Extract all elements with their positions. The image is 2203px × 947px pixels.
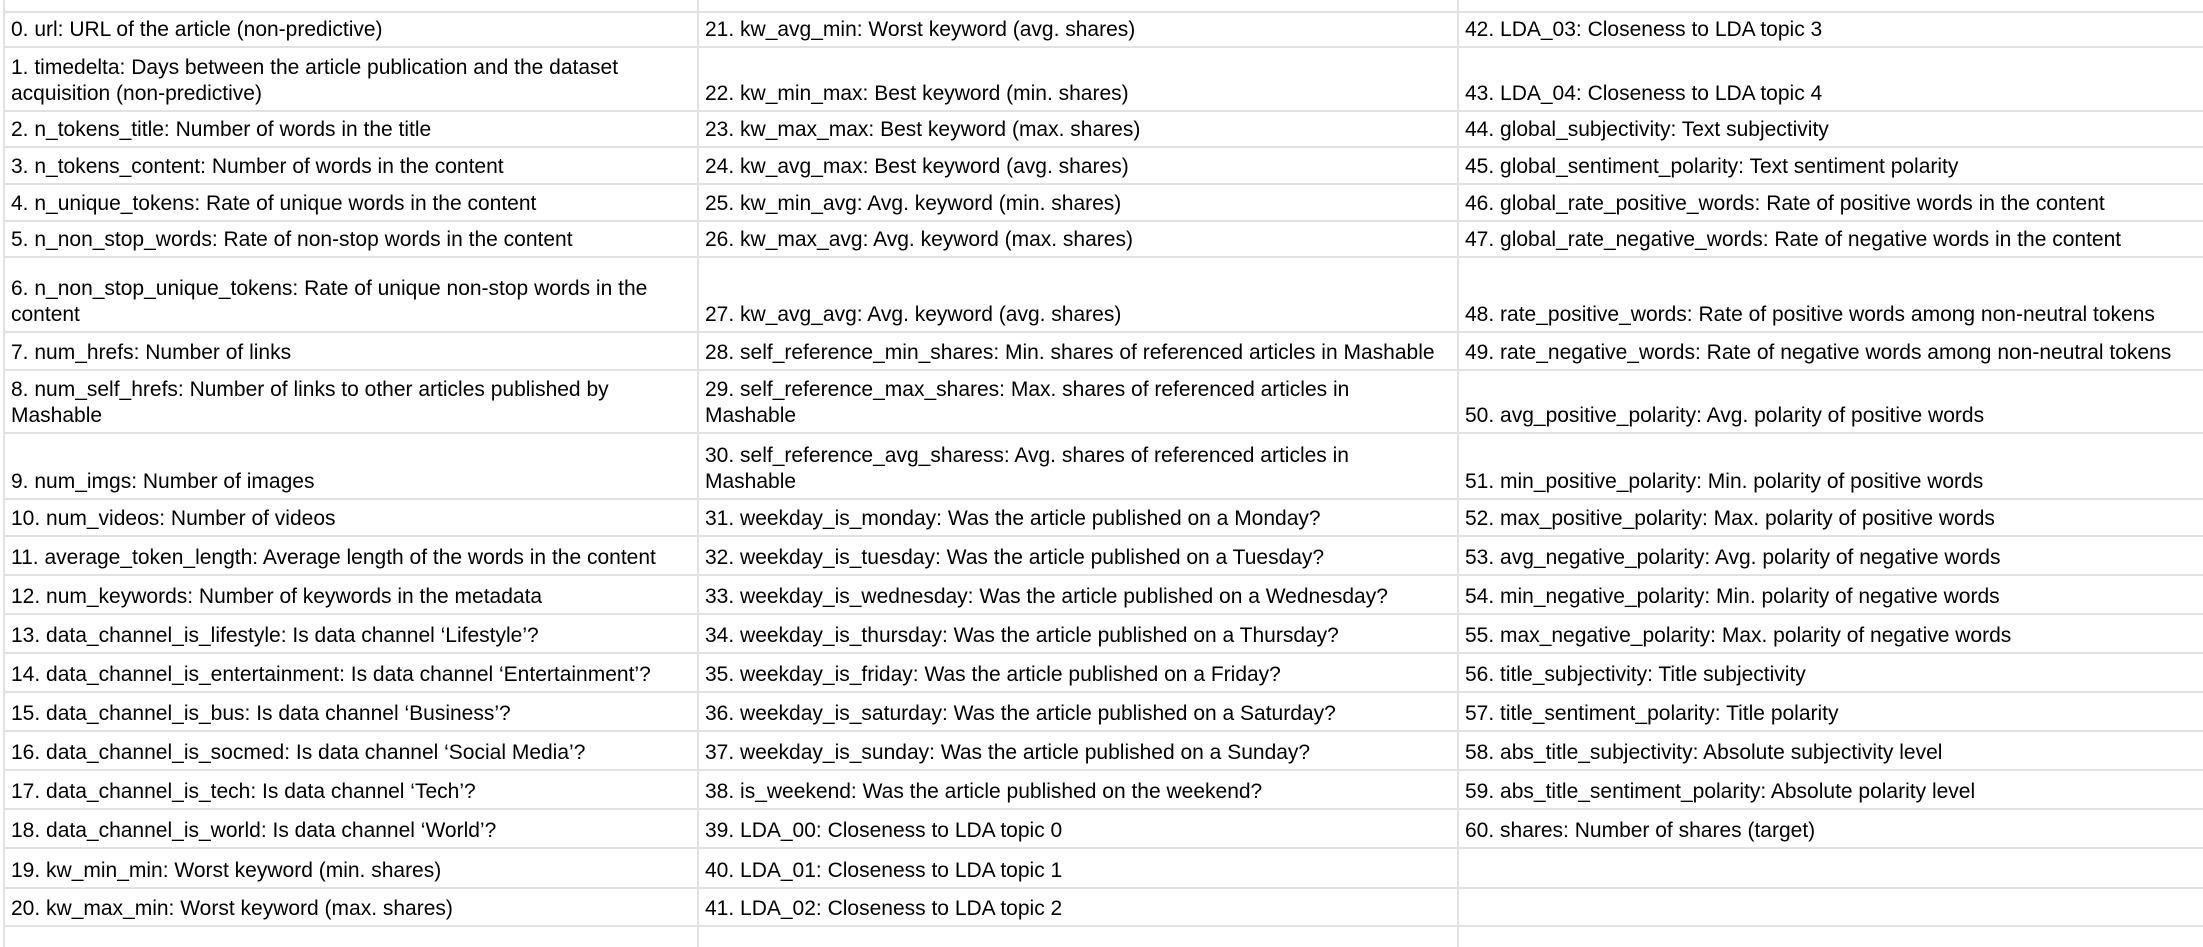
feature-cell-25[interactable]: 25. kw_min_avg: Avg. keyword (min. shares) [698,184,1458,221]
feature-cell-12[interactable]: 12. num_keywords: Number of keywords in the metadata [4,575,698,614]
feature-cell-24[interactable]: 24. kw_avg_max: Best keyword (avg. shares) [698,147,1458,184]
feature-cell-54[interactable]: 54. min_negative_polarity: Min. polarity of negative words [1458,575,2203,614]
partial-cell[interactable] [698,0,1458,12]
feature-cell-21[interactable]: 21. kw_avg_min: Worst keyword (avg. shares) [698,12,1458,47]
feature-cell-46[interactable]: 46. global_rate_positive_words: Rate of positive words in the content [1458,184,2203,221]
feature-cell-13[interactable]: 13. data_channel_is_lifestyle: Is data channel ‘Lifestyle’? [4,614,698,653]
feature-cell-5[interactable]: 5. n_non_stop_words: Rate of non-stop words in the content [4,221,698,257]
feature-cell-41[interactable]: 41. LDA_02: Closeness to LDA topic 2 [698,888,1458,926]
feature-cell-44[interactable]: 44. global_subjectivity: Text subjectivity [1458,111,2203,147]
table-row [4,370,2203,433]
table-row [4,809,2203,848]
empty-cell[interactable] [1458,888,2203,926]
feature-cell-15[interactable]: 15. data_channel_is_bus: Is data channel ‘Business’? [4,692,698,731]
feature-cell-39[interactable]: 39. LDA_00: Closeness to LDA topic 0 [698,809,1458,848]
partial-cell[interactable] [1458,926,2203,947]
empty-cell[interactable] [1458,848,2203,888]
feature-cell-38[interactable]: 38. is_weekend: Was the article published on the weekend? [698,770,1458,809]
feature-cell-59[interactable]: 59. abs_title_sentiment_polarity: Absolute polarity level [1458,770,2203,809]
table-row [4,731,2203,770]
feature-cell-57[interactable]: 57. title_sentiment_polarity: Title polarity [1458,692,2203,731]
feature-cell-3[interactable]: 3. n_tokens_content: Number of words in the content [4,147,698,184]
feature-cell-29[interactable]: 29. self_reference_max_shares: Max. shares of referenced articles in Mashable [698,370,1458,433]
table-row [4,332,2203,370]
feature-cell-55[interactable]: 55. max_negative_polarity: Max. polarity of negative words [1458,614,2203,653]
feature-cell-42[interactable]: 42. LDA_03: Closeness to LDA topic 3 [1458,12,2203,47]
feature-cell-26[interactable]: 26. kw_max_avg: Avg. keyword (max. shares) [698,221,1458,257]
feature-cell-40[interactable]: 40. LDA_01: Closeness to LDA topic 1 [698,848,1458,888]
feature-cell-27[interactable]: 27. kw_avg_avg: Avg. keyword (avg. shares) [698,257,1458,332]
feature-cell-17[interactable]: 17. data_channel_is_tech: Is data channel ‘Tech’? [4,770,698,809]
feature-cell-7[interactable]: 7. num_hrefs: Number of links [4,332,698,370]
features-table [3,0,2203,947]
feature-cell-56[interactable]: 56. title_subjectivity: Title subjectivity [1458,653,2203,692]
feature-cell-23[interactable]: 23. kw_max_max: Best keyword (max. shares) [698,111,1458,147]
feature-cell-34[interactable]: 34. weekday_is_thursday: Was the article published on a Thursday? [698,614,1458,653]
table-row [4,499,2203,536]
feature-cell-28[interactable]: 28. self_reference_min_shares: Min. shares of referenced articles in Mashable [698,332,1458,370]
feature-cell-60[interactable]: 60. shares: Number of shares (target) [1458,809,2203,848]
feature-cell-52[interactable]: 52. max_positive_polarity: Max. polarity of positive words [1458,499,2203,536]
partial-cell[interactable] [698,926,1458,947]
feature-cell-33[interactable]: 33. weekday_is_wednesday: Was the article published on a Wednesday? [698,575,1458,614]
table-row [4,536,2203,575]
feature-cell-36[interactable]: 36. weekday_is_saturday: Was the article published on a Saturday? [698,692,1458,731]
feature-cell-8[interactable]: 8. num_self_hrefs: Number of links to other articles published by Mashable [4,370,698,433]
table-row [4,888,2203,926]
feature-cell-10[interactable]: 10. num_videos: Number of videos [4,499,698,536]
feature-cell-32[interactable]: 32. weekday_is_tuesday: Was the article published on a Tuesday? [698,536,1458,575]
feature-cell-11[interactable]: 11. average_token_length: Average length of the words in the content [4,536,698,575]
feature-cell-19[interactable]: 19. kw_min_min: Worst keyword (min. shares) [4,848,698,888]
feature-cell-0[interactable]: 0. url: URL of the article (non-predictive) [4,12,698,47]
feature-cell-51[interactable]: 51. min_positive_polarity: Min. polarity of positive words [1458,433,2203,499]
feature-cell-6[interactable]: 6. n_non_stop_unique_tokens: Rate of unique non-stop words in the content [4,257,698,332]
feature-cell-35[interactable]: 35. weekday_is_friday: Was the article published on a Friday? [698,653,1458,692]
table-row [4,653,2203,692]
partial-row-bottom [4,926,2203,947]
feature-cell-14[interactable]: 14. data_channel_is_entertainment: Is data channel ‘Entertainment’? [4,653,698,692]
feature-cell-49[interactable]: 49. rate_negative_words: Rate of negative words among non-neutral tokens [1458,332,2203,370]
table-row [4,614,2203,653]
feature-cell-4[interactable]: 4. n_unique_tokens: Rate of unique words in the content [4,184,698,221]
feature-cell-37[interactable]: 37. weekday_is_sunday: Was the article published on a Sunday? [698,731,1458,770]
table-row [4,575,2203,614]
table-row [4,221,2203,257]
table-row [4,692,2203,731]
feature-cell-47[interactable]: 47. global_rate_negative_words: Rate of negative words in the content [1458,221,2203,257]
feature-cell-58[interactable]: 58. abs_title_subjectivity: Absolute subjectivity level [1458,731,2203,770]
feature-cell-48[interactable]: 48. rate_positive_words: Rate of positive words among non-neutral tokens [1458,257,2203,332]
table-row [4,12,2203,47]
feature-cell-30[interactable]: 30. self_reference_avg_sharess: Avg. shares of referenced articles in Mashable [698,433,1458,499]
table-row [4,257,2203,332]
feature-cell-1[interactable]: 1. timedelta: Days between the article publication and the dataset acquisition (non-predictive) [4,47,698,111]
partial-cell[interactable] [4,0,698,12]
table-row [4,147,2203,184]
feature-cell-20[interactable]: 20. kw_max_min: Worst keyword (max. shares) [4,888,698,926]
feature-cell-18[interactable]: 18. data_channel_is_world: Is data channel ‘World’? [4,809,698,848]
feature-cell-22[interactable]: 22. kw_min_max: Best keyword (min. shares) [698,47,1458,111]
partial-cell[interactable] [4,926,698,947]
feature-cell-31[interactable]: 31. weekday_is_monday: Was the article published on a Monday? [698,499,1458,536]
table-row [4,111,2203,147]
feature-cell-50[interactable]: 50. avg_positive_polarity: Avg. polarity of positive words [1458,370,2203,433]
feature-cell-45[interactable]: 45. global_sentiment_polarity: Text sentiment polarity [1458,147,2203,184]
partial-cell[interactable] [1458,0,2203,12]
table-row [4,848,2203,888]
feature-cell-43[interactable]: 43. LDA_04: Closeness to LDA topic 4 [1458,47,2203,111]
table-row [4,433,2203,499]
partial-row-top [4,0,2203,12]
table-row [4,770,2203,809]
feature-cell-16[interactable]: 16. data_channel_is_socmed: Is data channel ‘Social Media’? [4,731,698,770]
table-row [4,47,2203,111]
feature-cell-2[interactable]: 2. n_tokens_title: Number of words in the title [4,111,698,147]
feature-cell-9[interactable]: 9. num_imgs: Number of images [4,433,698,499]
table-row [4,184,2203,221]
feature-cell-53[interactable]: 53. avg_negative_polarity: Avg. polarity of negative words [1458,536,2203,575]
